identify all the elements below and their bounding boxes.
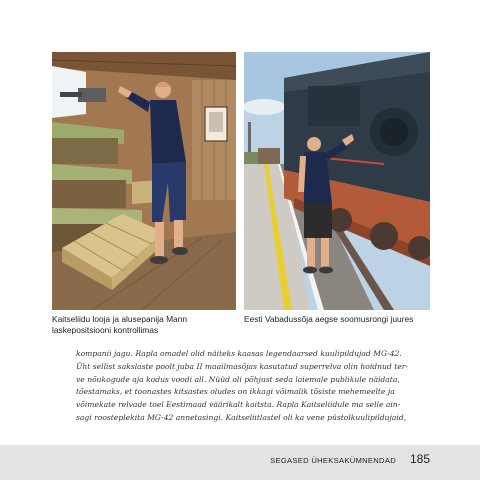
text-line: kompanii jagu. Rapla omadel olid näiteks kaasas legendaarsed kuulipildujad MG-42.: [76, 349, 402, 358]
photo-armored-train: [244, 52, 430, 310]
body-paragraph: [76, 348, 430, 425]
running-head: SEGASED ÜHEKSAKÜMNENDAD: [270, 456, 396, 465]
page-number: 185: [409, 452, 430, 466]
text-line: sagi roosteplekita MG-42 annetasingi. Kaitseliitlastel oli ka vene püstolkuulipildujaid,: [76, 412, 407, 422]
text-line: tõestamaks, et toonastes kitsastes oludes on ikkagi võimalik tõsiste mehemeelte ja: [76, 387, 395, 397]
text-line: ve nõukogude aja kodus voodi all. Nüüd oli põhjust seda laiemale publikule näidata,: [76, 374, 400, 384]
figure-caption: Eesti Vabadussõja aegse soomusrongi juures: [244, 314, 414, 324]
text-line: Üht sellist sakslaste poolt juba II maailmasõjas kasutatud superrelva olin hoidnud ter-: [76, 361, 408, 371]
photo-shooting-position: [52, 52, 236, 310]
page-footer: [0, 445, 480, 480]
text-line: võimekate relvade toel Eestimaad väärikalt kaitsta. Rapla Kaitseliidule ma selle ain-: [76, 400, 401, 410]
figure-caption: Kaitseliidu looja ja alusepanija Mann laskepositsiooni kontrollimas: [52, 314, 188, 335]
